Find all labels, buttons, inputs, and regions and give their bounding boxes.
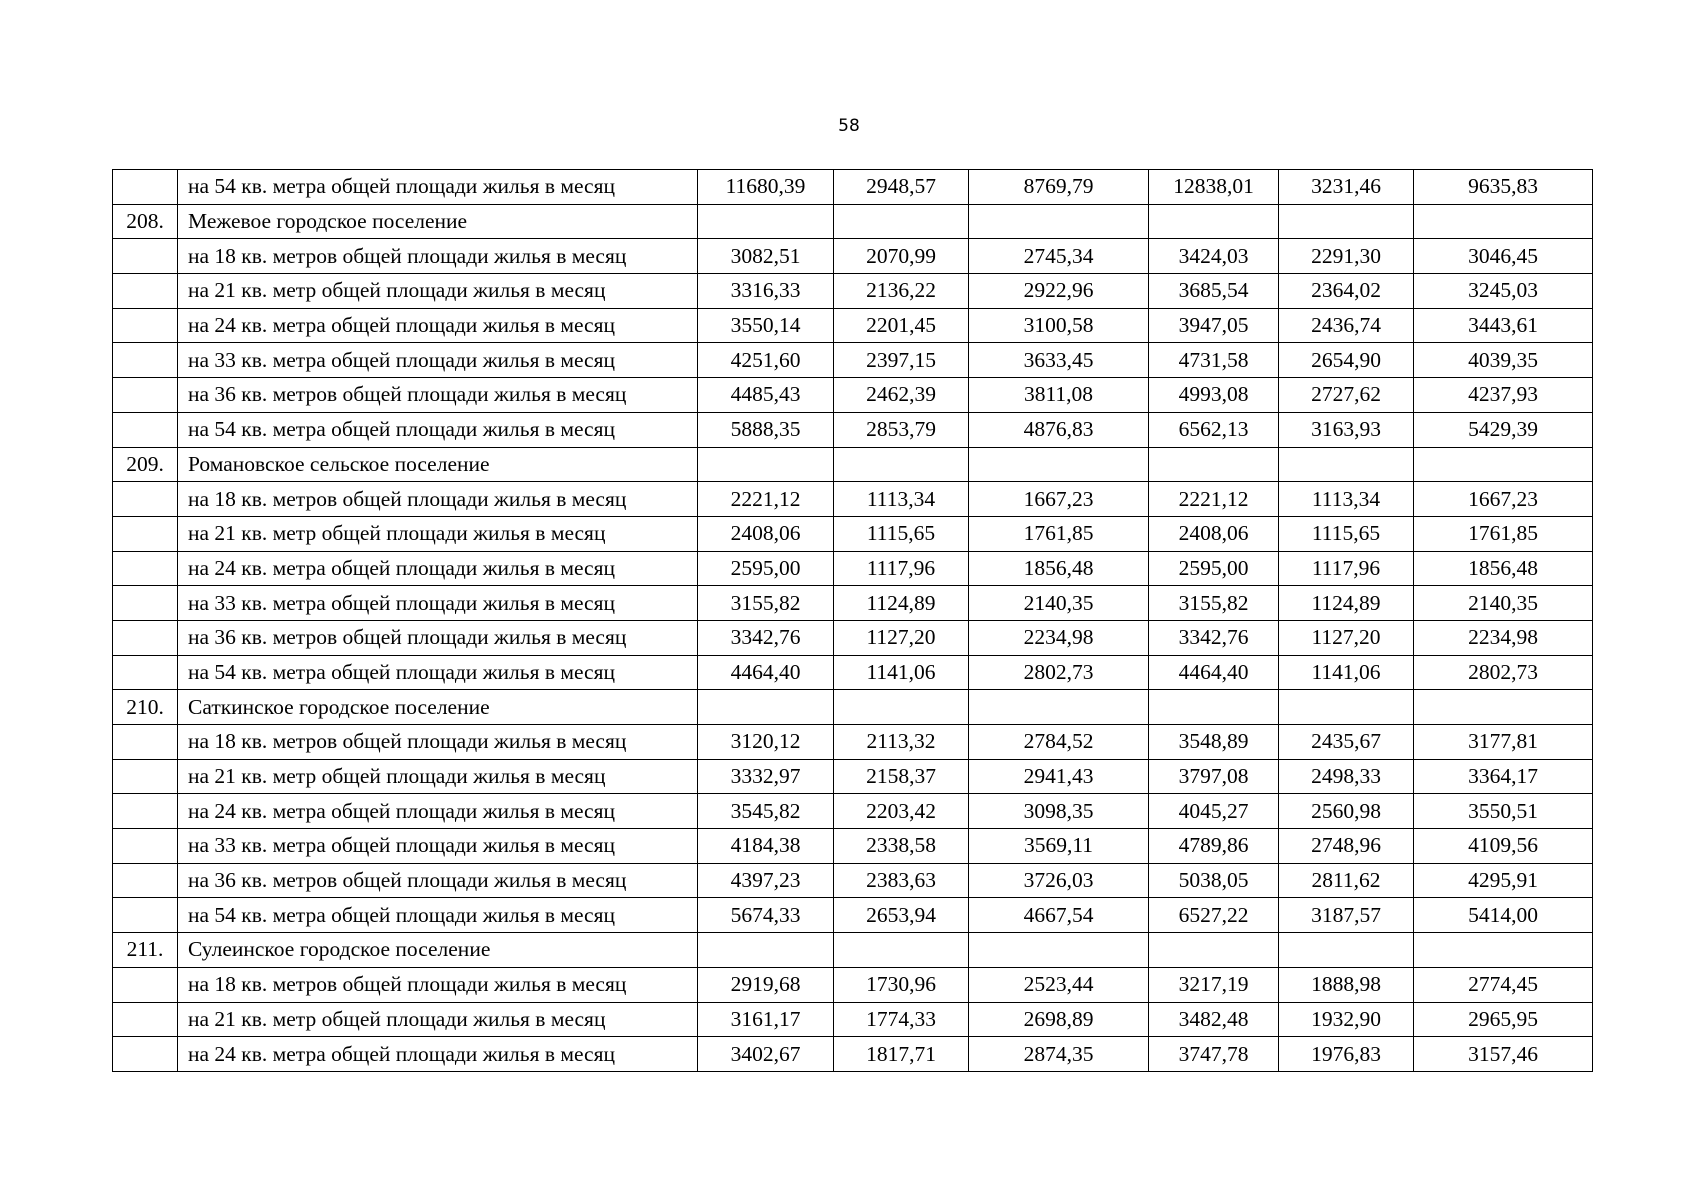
row-number-cell [113, 170, 178, 205]
value-cell-3: 2698,89 [969, 1002, 1149, 1037]
value-cell-4: 2408,06 [1149, 516, 1279, 551]
value-cell-6 [1414, 933, 1593, 968]
area-label-cell: на 21 кв. метр общей площади жилья в месяц [178, 516, 698, 551]
value-cell-3: 2523,44 [969, 967, 1149, 1002]
value-cell-5 [1279, 933, 1414, 968]
value-cell-5: 2560,98 [1279, 794, 1414, 829]
row-number-cell [113, 239, 178, 274]
value-cell-2: 2462,39 [834, 378, 969, 413]
value-cell-3 [969, 933, 1149, 968]
value-cell-2: 1817,71 [834, 1037, 969, 1072]
table-row [113, 829, 1593, 864]
value-cell-1 [698, 204, 834, 239]
value-cell-4: 3747,78 [1149, 1037, 1279, 1072]
value-cell-6: 3245,03 [1414, 274, 1593, 309]
page-number: 58 [838, 116, 860, 136]
value-cell-4: 6527,22 [1149, 898, 1279, 933]
value-cell-1: 3316,33 [698, 274, 834, 309]
table-row [113, 1002, 1593, 1037]
value-cell-4: 4045,27 [1149, 794, 1279, 829]
value-cell-3: 3633,45 [969, 343, 1149, 378]
value-cell-4: 3685,54 [1149, 274, 1279, 309]
value-cell-4: 3424,03 [1149, 239, 1279, 274]
value-cell-4: 3947,05 [1149, 308, 1279, 343]
value-cell-3: 2140,35 [969, 586, 1149, 621]
value-cell-6: 3550,51 [1414, 794, 1593, 829]
table-body [113, 170, 1593, 1072]
value-cell-4: 3797,08 [1149, 759, 1279, 794]
row-number-cell [113, 898, 178, 933]
value-cell-4: 2595,00 [1149, 551, 1279, 586]
area-label-cell: на 54 кв. метра общей площади жилья в месяц [178, 170, 698, 205]
table-row [113, 655, 1593, 690]
value-cell-2: 2653,94 [834, 898, 969, 933]
value-cell-2 [834, 690, 969, 725]
tariff-table [112, 169, 1593, 1072]
value-cell-6: 2774,45 [1414, 967, 1593, 1002]
table-row [113, 725, 1593, 760]
value-cell-2: 2397,15 [834, 343, 969, 378]
value-cell-4 [1149, 690, 1279, 725]
table-row [113, 239, 1593, 274]
area-label-cell: на 54 кв. метра общей площади жилья в месяц [178, 655, 698, 690]
table-row [113, 378, 1593, 413]
value-cell-3: 4667,54 [969, 898, 1149, 933]
value-cell-6: 2965,95 [1414, 1002, 1593, 1037]
value-cell-1: 3082,51 [698, 239, 834, 274]
row-number-cell [113, 967, 178, 1002]
value-cell-6: 3364,17 [1414, 759, 1593, 794]
value-cell-5: 2811,62 [1279, 863, 1414, 898]
table-row [113, 863, 1593, 898]
value-cell-5: 2435,67 [1279, 725, 1414, 760]
value-cell-2: 1115,65 [834, 516, 969, 551]
table-row [113, 1037, 1593, 1072]
area-label-cell: на 33 кв. метра общей площади жилья в месяц [178, 343, 698, 378]
row-number-cell [113, 343, 178, 378]
value-cell-4 [1149, 447, 1279, 482]
value-cell-4: 6562,13 [1149, 412, 1279, 447]
value-cell-2 [834, 933, 969, 968]
value-cell-5: 1113,34 [1279, 482, 1414, 517]
value-cell-2: 2113,32 [834, 725, 969, 760]
value-cell-3: 8769,79 [969, 170, 1149, 205]
table-row [113, 412, 1593, 447]
value-cell-5 [1279, 690, 1414, 725]
table-row [113, 516, 1593, 551]
value-cell-1: 4184,38 [698, 829, 834, 864]
value-cell-3: 3811,08 [969, 378, 1149, 413]
value-cell-1: 5888,35 [698, 412, 834, 447]
value-cell-6 [1414, 690, 1593, 725]
row-number-cell [113, 378, 178, 413]
value-cell-6: 5414,00 [1414, 898, 1593, 933]
table-row [113, 620, 1593, 655]
value-cell-3: 2922,96 [969, 274, 1149, 309]
table-row [113, 551, 1593, 586]
value-cell-5: 1976,83 [1279, 1037, 1414, 1072]
area-label-cell: на 54 кв. метра общей площади жилья в месяц [178, 412, 698, 447]
settlement-row [113, 204, 1593, 239]
area-label-cell: на 33 кв. метра общей площади жилья в месяц [178, 829, 698, 864]
row-number-cell: 208. [113, 204, 178, 239]
value-cell-5: 1115,65 [1279, 516, 1414, 551]
value-cell-3: 2941,43 [969, 759, 1149, 794]
value-cell-5: 3187,57 [1279, 898, 1414, 933]
area-label-cell: на 24 кв. метра общей площади жилья в месяц [178, 551, 698, 586]
value-cell-5: 1117,96 [1279, 551, 1414, 586]
value-cell-4: 4993,08 [1149, 378, 1279, 413]
value-cell-5: 1124,89 [1279, 586, 1414, 621]
table-row [113, 170, 1593, 205]
row-number-cell [113, 1037, 178, 1072]
value-cell-2: 1113,34 [834, 482, 969, 517]
value-cell-2: 1117,96 [834, 551, 969, 586]
value-cell-1 [698, 447, 834, 482]
value-cell-2: 1127,20 [834, 620, 969, 655]
table-row [113, 586, 1593, 621]
value-cell-1: 3545,82 [698, 794, 834, 829]
value-cell-3: 1856,48 [969, 551, 1149, 586]
value-cell-2: 2158,37 [834, 759, 969, 794]
value-cell-4 [1149, 933, 1279, 968]
value-cell-5: 2291,30 [1279, 239, 1414, 274]
value-cell-3 [969, 204, 1149, 239]
area-label-cell: на 18 кв. метров общей площади жилья в месяц [178, 725, 698, 760]
row-number-cell [113, 794, 178, 829]
value-cell-5: 1932,90 [1279, 1002, 1414, 1037]
settlement-row [113, 690, 1593, 725]
area-label-cell: на 18 кв. метров общей площади жилья в месяц [178, 239, 698, 274]
area-label-cell: на 36 кв. метров общей площади жилья в месяц [178, 378, 698, 413]
value-cell-4: 3217,19 [1149, 967, 1279, 1002]
value-cell-6: 1761,85 [1414, 516, 1593, 551]
value-cell-5: 1127,20 [1279, 620, 1414, 655]
value-cell-6: 3177,81 [1414, 725, 1593, 760]
row-number-cell [113, 829, 178, 864]
value-cell-3 [969, 447, 1149, 482]
value-cell-1: 3120,12 [698, 725, 834, 760]
value-cell-1: 4397,23 [698, 863, 834, 898]
row-number-cell: 210. [113, 690, 178, 725]
value-cell-4: 12838,01 [1149, 170, 1279, 205]
value-cell-6: 2234,98 [1414, 620, 1593, 655]
row-number-cell [113, 759, 178, 794]
value-cell-6: 9635,83 [1414, 170, 1593, 205]
value-cell-3: 1761,85 [969, 516, 1149, 551]
value-cell-6: 4295,91 [1414, 863, 1593, 898]
value-cell-6: 4237,93 [1414, 378, 1593, 413]
area-label-cell: на 24 кв. метра общей площади жилья в месяц [178, 308, 698, 343]
value-cell-2 [834, 204, 969, 239]
value-cell-3: 3100,58 [969, 308, 1149, 343]
value-cell-3 [969, 690, 1149, 725]
value-cell-2: 2136,22 [834, 274, 969, 309]
value-cell-2: 1730,96 [834, 967, 969, 1002]
value-cell-5: 3231,46 [1279, 170, 1414, 205]
settlement-row [113, 447, 1593, 482]
area-label-cell: на 24 кв. метра общей площади жилья в месяц [178, 794, 698, 829]
area-label-cell: на 33 кв. метра общей площади жилья в месяц [178, 586, 698, 621]
value-cell-6: 5429,39 [1414, 412, 1593, 447]
row-number-cell [113, 655, 178, 690]
table-row [113, 794, 1593, 829]
value-cell-3: 2745,34 [969, 239, 1149, 274]
row-number-cell [113, 482, 178, 517]
value-cell-4: 5038,05 [1149, 863, 1279, 898]
value-cell-1: 2919,68 [698, 967, 834, 1002]
value-cell-2: 1774,33 [834, 1002, 969, 1037]
settlement-name-cell: Саткинское городское поселение [178, 690, 698, 725]
area-label-cell: на 18 кв. метров общей площади жилья в месяц [178, 967, 698, 1002]
value-cell-1: 11680,39 [698, 170, 834, 205]
area-label-cell: на 36 кв. метров общей площади жилья в месяц [178, 620, 698, 655]
settlement-row [113, 933, 1593, 968]
value-cell-5 [1279, 204, 1414, 239]
value-cell-5: 1141,06 [1279, 655, 1414, 690]
value-cell-4: 3548,89 [1149, 725, 1279, 760]
value-cell-5: 2498,33 [1279, 759, 1414, 794]
value-cell-2: 2948,57 [834, 170, 969, 205]
row-number-cell [113, 516, 178, 551]
value-cell-1: 3161,17 [698, 1002, 834, 1037]
value-cell-3: 3098,35 [969, 794, 1149, 829]
value-cell-3: 2874,35 [969, 1037, 1149, 1072]
value-cell-6 [1414, 447, 1593, 482]
row-number-cell [113, 586, 178, 621]
value-cell-1: 4464,40 [698, 655, 834, 690]
value-cell-6: 2802,73 [1414, 655, 1593, 690]
value-cell-6: 4039,35 [1414, 343, 1593, 378]
area-label-cell: на 21 кв. метр общей площади жилья в месяц [178, 274, 698, 309]
value-cell-1 [698, 690, 834, 725]
value-cell-2: 1141,06 [834, 655, 969, 690]
row-number-cell [113, 412, 178, 447]
row-number-cell [113, 551, 178, 586]
row-number-cell: 211. [113, 933, 178, 968]
value-cell-2: 2338,58 [834, 829, 969, 864]
settlement-name-cell: Романовское сельское поселение [178, 447, 698, 482]
value-cell-6: 1856,48 [1414, 551, 1593, 586]
value-cell-1: 5674,33 [698, 898, 834, 933]
value-cell-4: 2221,12 [1149, 482, 1279, 517]
value-cell-2: 2203,42 [834, 794, 969, 829]
value-cell-1: 3550,14 [698, 308, 834, 343]
value-cell-4: 4464,40 [1149, 655, 1279, 690]
value-cell-4: 3342,76 [1149, 620, 1279, 655]
area-label-cell: на 24 кв. метра общей площади жилья в месяц [178, 1037, 698, 1072]
area-label-cell: на 54 кв. метра общей площади жилья в месяц [178, 898, 698, 933]
area-label-cell: на 36 кв. метров общей площади жилья в месяц [178, 863, 698, 898]
area-label-cell: на 21 кв. метр общей площади жилья в месяц [178, 1002, 698, 1037]
value-cell-3: 2802,73 [969, 655, 1149, 690]
value-cell-3: 1667,23 [969, 482, 1149, 517]
row-number-cell [113, 620, 178, 655]
table-row [113, 967, 1593, 1002]
value-cell-1: 2595,00 [698, 551, 834, 586]
value-cell-2: 2070,99 [834, 239, 969, 274]
value-cell-6: 3046,45 [1414, 239, 1593, 274]
value-cell-1: 4485,43 [698, 378, 834, 413]
value-cell-2: 2383,63 [834, 863, 969, 898]
value-cell-6: 3157,46 [1414, 1037, 1593, 1072]
table-row [113, 898, 1593, 933]
row-number-cell [113, 725, 178, 760]
value-cell-3: 2784,52 [969, 725, 1149, 760]
value-cell-3: 3569,11 [969, 829, 1149, 864]
value-cell-2: 2853,79 [834, 412, 969, 447]
value-cell-5: 1888,98 [1279, 967, 1414, 1002]
value-cell-1: 3342,76 [698, 620, 834, 655]
row-number-cell: 209. [113, 447, 178, 482]
value-cell-4: 3155,82 [1149, 586, 1279, 621]
value-cell-1: 3332,97 [698, 759, 834, 794]
value-cell-4: 4731,58 [1149, 343, 1279, 378]
value-cell-1: 4251,60 [698, 343, 834, 378]
value-cell-4 [1149, 204, 1279, 239]
value-cell-3: 4876,83 [969, 412, 1149, 447]
value-cell-4: 3482,48 [1149, 1002, 1279, 1037]
row-number-cell [113, 863, 178, 898]
value-cell-6: 3443,61 [1414, 308, 1593, 343]
value-cell-1: 3155,82 [698, 586, 834, 621]
value-cell-1: 2408,06 [698, 516, 834, 551]
row-number-cell [113, 1002, 178, 1037]
value-cell-2: 1124,89 [834, 586, 969, 621]
value-cell-3: 3726,03 [969, 863, 1149, 898]
table-row [113, 482, 1593, 517]
value-cell-6: 4109,56 [1414, 829, 1593, 864]
value-cell-5 [1279, 447, 1414, 482]
value-cell-5: 2748,96 [1279, 829, 1414, 864]
area-label-cell: на 18 кв. метров общей площади жилья в месяц [178, 482, 698, 517]
table-row [113, 343, 1593, 378]
value-cell-6: 1667,23 [1414, 482, 1593, 517]
table-row [113, 759, 1593, 794]
table-row [113, 308, 1593, 343]
value-cell-5: 2436,74 [1279, 308, 1414, 343]
row-number-cell [113, 308, 178, 343]
row-number-cell [113, 274, 178, 309]
value-cell-1: 2221,12 [698, 482, 834, 517]
table-row [113, 274, 1593, 309]
value-cell-6 [1414, 204, 1593, 239]
area-label-cell: на 21 кв. метр общей площади жилья в месяц [178, 759, 698, 794]
value-cell-5: 2654,90 [1279, 343, 1414, 378]
value-cell-1: 3402,67 [698, 1037, 834, 1072]
settlement-name-cell: Сулеинское городское поселение [178, 933, 698, 968]
value-cell-5: 2364,02 [1279, 274, 1414, 309]
value-cell-6: 2140,35 [1414, 586, 1593, 621]
value-cell-4: 4789,86 [1149, 829, 1279, 864]
value-cell-5: 3163,93 [1279, 412, 1414, 447]
value-cell-1 [698, 933, 834, 968]
value-cell-2 [834, 447, 969, 482]
settlement-name-cell: Межевое городское поселение [178, 204, 698, 239]
value-cell-2: 2201,45 [834, 308, 969, 343]
value-cell-3: 2234,98 [969, 620, 1149, 655]
value-cell-5: 2727,62 [1279, 378, 1414, 413]
